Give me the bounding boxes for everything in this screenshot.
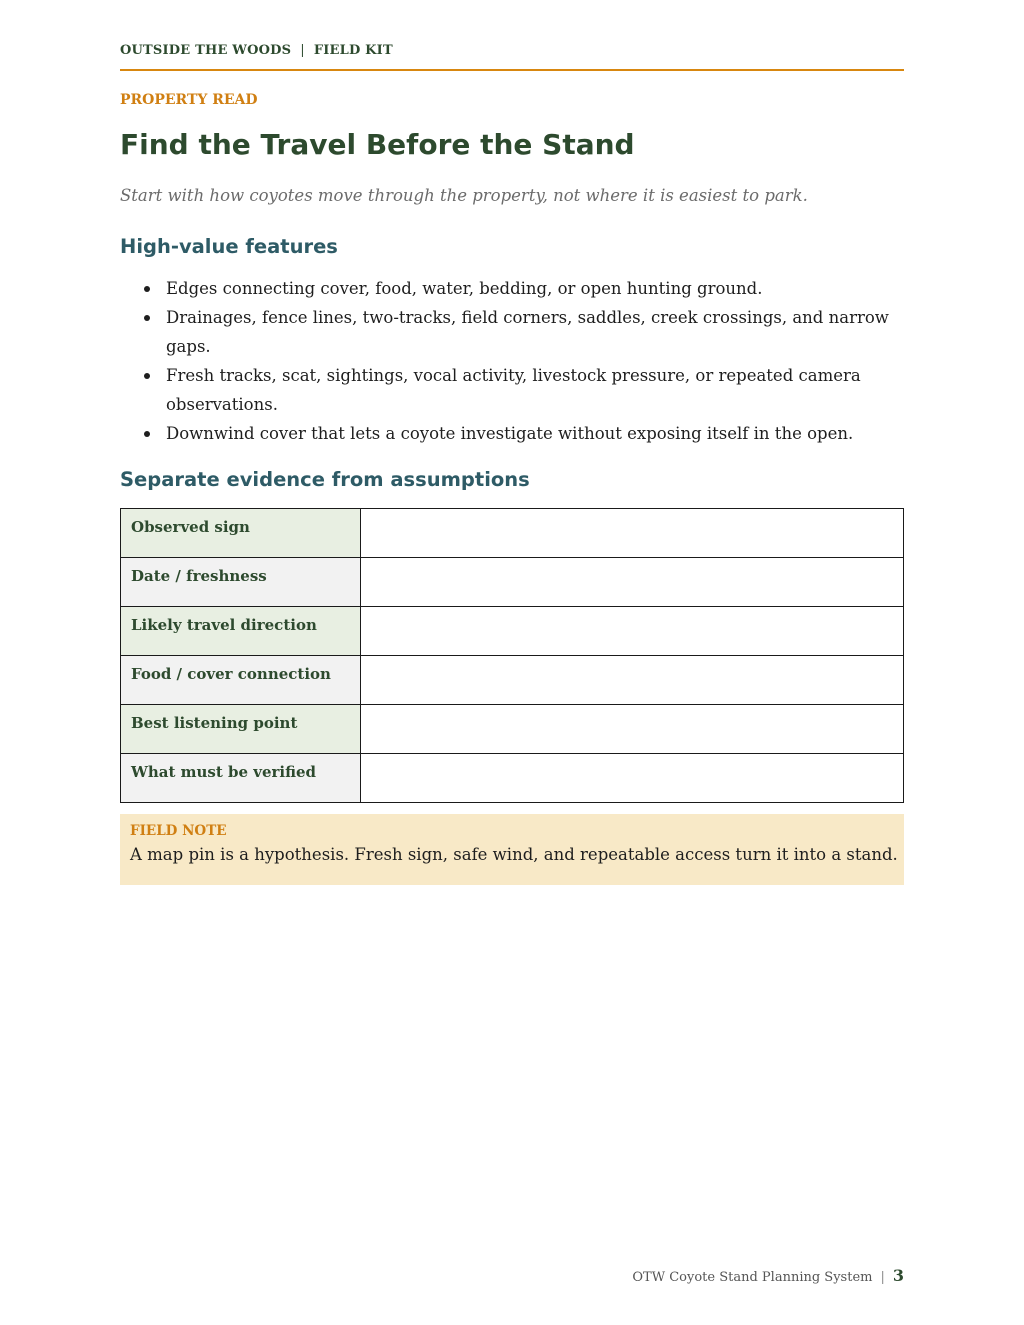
entry-cell[interactable] bbox=[361, 558, 904, 607]
running-header bbox=[120, 43, 393, 58]
field-note-text: A map pin is a hypothesis. Fresh sign, safe wind, and repeatable access turn it into a stand. bbox=[130, 845, 898, 864]
features-list bbox=[120, 274, 904, 448]
evidence-table bbox=[120, 508, 904, 803]
page-footer bbox=[632, 1266, 904, 1285]
footer-separator: | bbox=[880, 1270, 885, 1285]
row-label: Likely travel direction bbox=[121, 607, 361, 656]
table-row bbox=[121, 705, 904, 754]
field-note-label: FIELD NOTE bbox=[130, 823, 227, 839]
table-row bbox=[121, 558, 904, 607]
table-row bbox=[121, 509, 904, 558]
list-item bbox=[120, 274, 904, 303]
table-row bbox=[121, 656, 904, 705]
list-item-text: Downwind cover that lets a coyote investigate without exposing itself in the open. bbox=[166, 424, 854, 443]
page-subtitle: Start with how coyotes move through the property, not where it is easiest to park. bbox=[120, 186, 808, 205]
page-number: 3 bbox=[892, 1266, 904, 1285]
list-item-text: Drainages, fence lines, two-tracks, field corners, saddles, creek crossings, and narrow gaps. bbox=[166, 308, 889, 356]
entry-cell[interactable] bbox=[361, 607, 904, 656]
list-item bbox=[120, 419, 904, 448]
entry-cell[interactable] bbox=[361, 705, 904, 754]
evidence-heading: Separate evidence from assumptions bbox=[120, 468, 530, 491]
row-label: Best listening point bbox=[121, 705, 361, 754]
list-item-text: Edges connecting cover, food, water, bedding, or open hunting ground. bbox=[166, 279, 763, 298]
list-item bbox=[120, 303, 904, 361]
features-heading: High-value features bbox=[120, 235, 338, 258]
entry-cell[interactable] bbox=[361, 754, 904, 803]
row-label: Food / cover connection bbox=[121, 656, 361, 705]
entry-cell[interactable] bbox=[361, 509, 904, 558]
bullet-icon bbox=[144, 315, 150, 321]
bullet-icon bbox=[144, 373, 150, 379]
header-separator: | bbox=[300, 43, 305, 58]
bullet-icon bbox=[144, 286, 150, 292]
list-item-text: Fresh tracks, scat, sightings, vocal activity, livestock pressure, or repeated camera observations. bbox=[166, 366, 861, 414]
header-brand: OUTSIDE THE WOODS bbox=[120, 43, 292, 58]
header-rule bbox=[120, 69, 904, 71]
entry-cell[interactable] bbox=[361, 656, 904, 705]
section-kicker: PROPERTY READ bbox=[120, 92, 258, 108]
table-row bbox=[121, 607, 904, 656]
table-row bbox=[121, 754, 904, 803]
list-item bbox=[120, 361, 904, 419]
row-label: Observed sign bbox=[121, 509, 361, 558]
bullet-icon bbox=[144, 431, 150, 437]
footer-doc-title: OTW Coyote Stand Planning System bbox=[632, 1270, 873, 1285]
field-note-callout bbox=[120, 814, 904, 885]
row-label: What must be verified bbox=[121, 754, 361, 803]
row-label: Date / freshness bbox=[121, 558, 361, 607]
header-section: FIELD KIT bbox=[313, 43, 393, 58]
page-title: Find the Travel Before the Stand bbox=[120, 128, 635, 161]
